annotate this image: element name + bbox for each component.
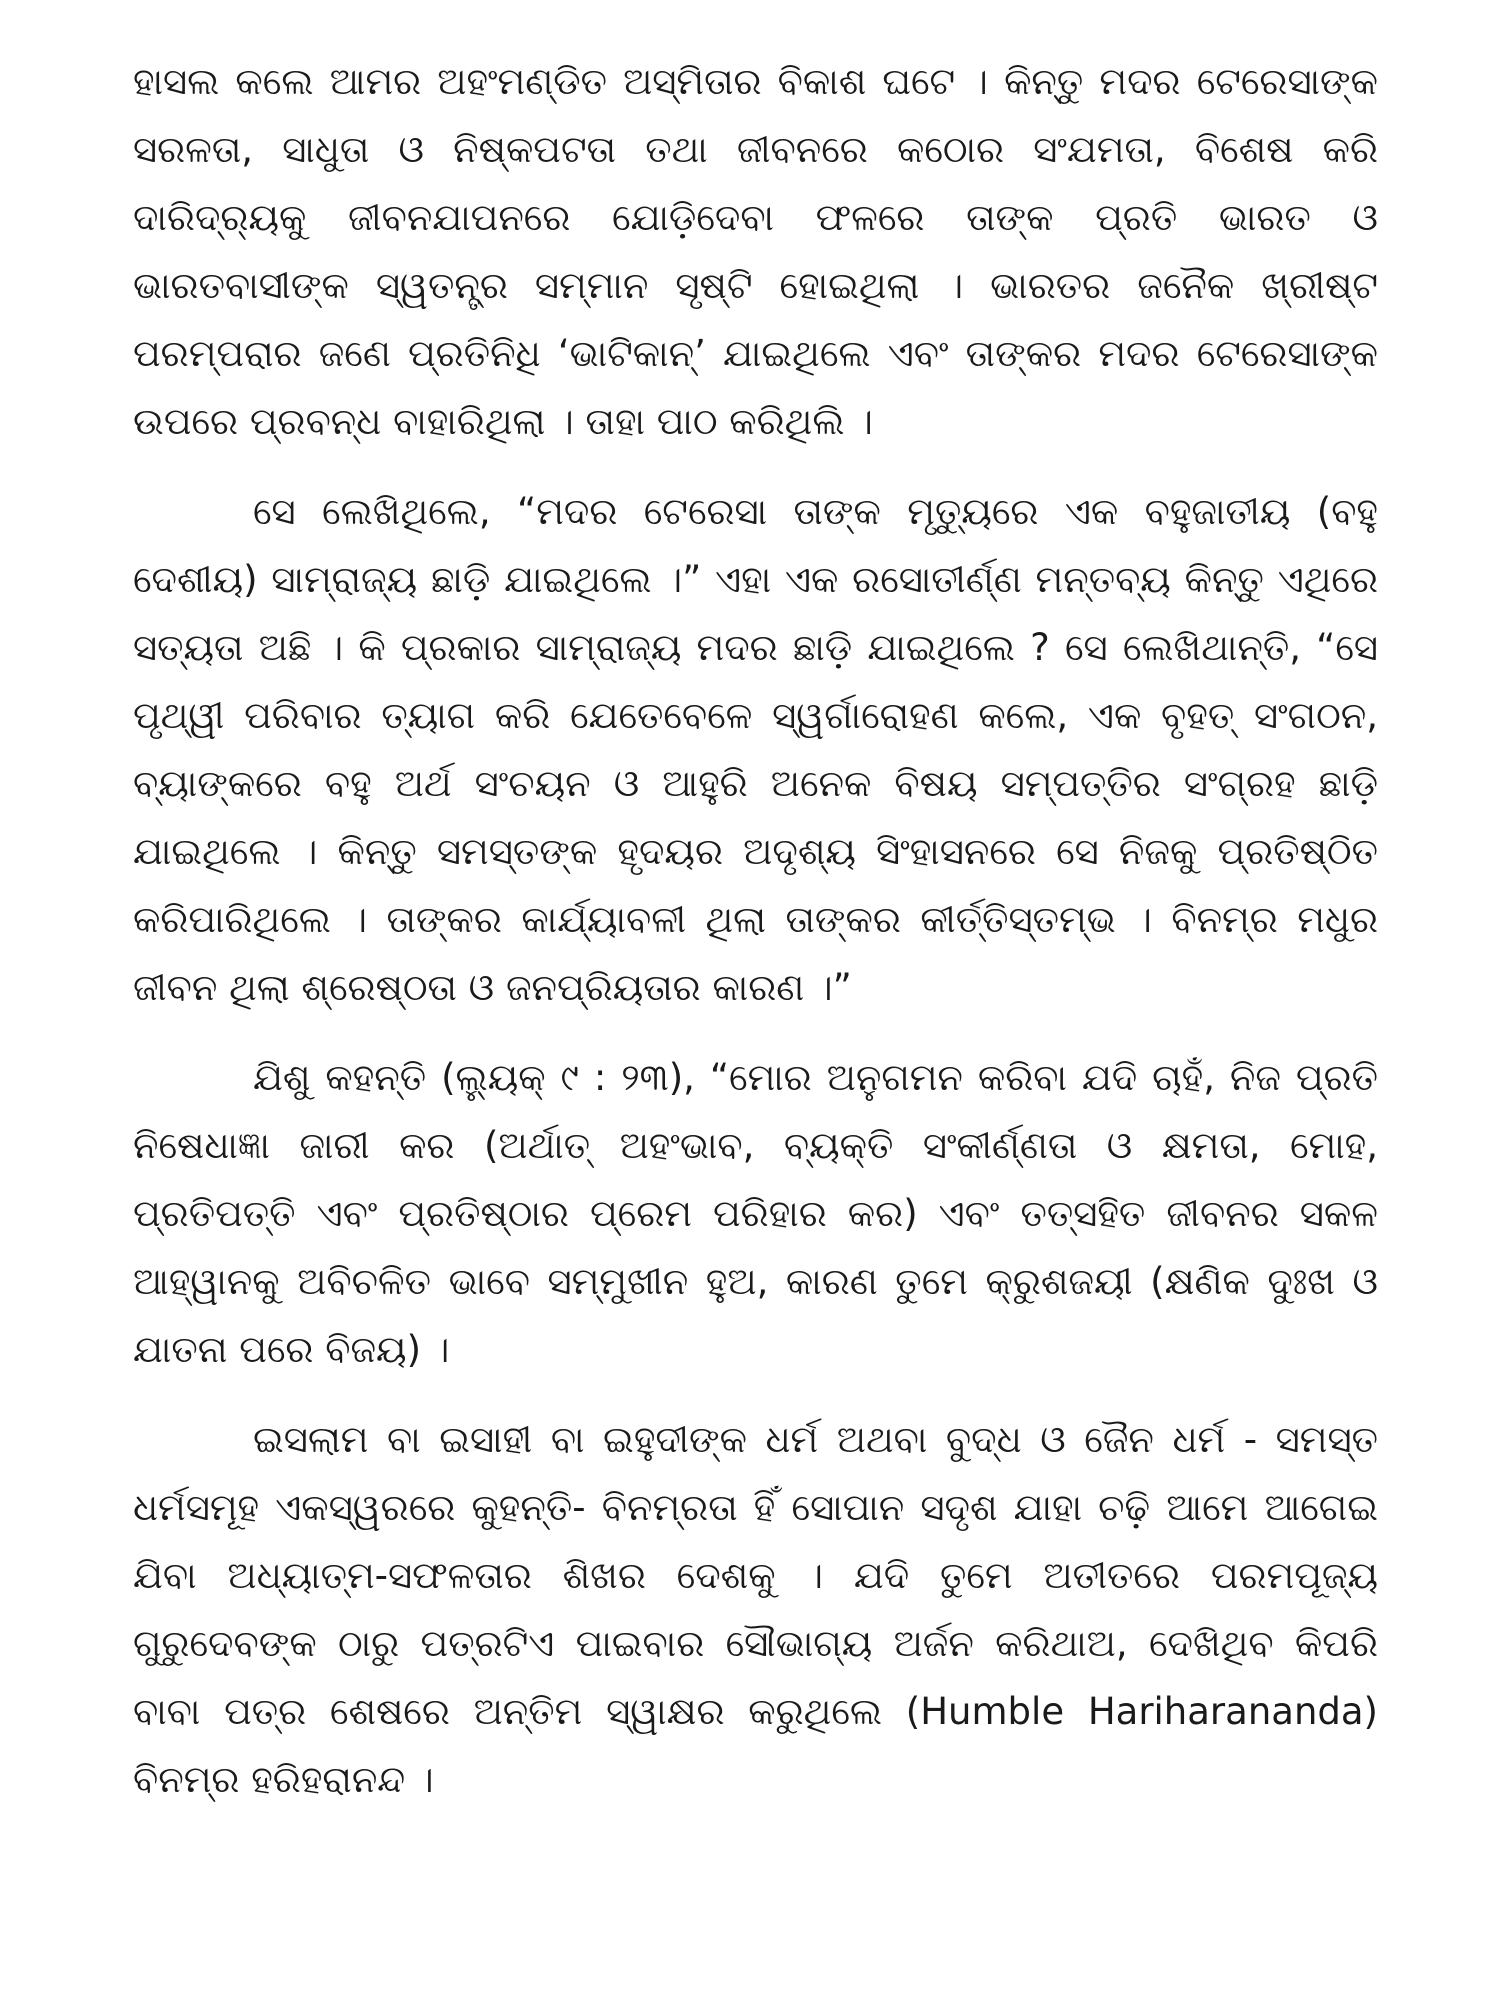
document-page (133, 48, 1378, 1968)
paragraph-1: ହାସଲ କଲେ ଆମର ଅହଂମଣ୍ଡିତ ଅସ୍ମିତାର ବିକାଶ ଘଟେ । କିନ୍ତୁ ମଦର ଟେରେସାଙ୍କ ସରଳତା, ସାଧୁତା ଓ ନିଷ୍କପଟତା ତଥା ଜୀବନରେ କଠୋର ସଂଯମତା, ବିଶେଷ କରି ଦାରିଦ୍ର୍ୟକୁ ଜୀବନଯାପନରେ ଯୋଡ଼ିଦେବା ଫଳରେ ତାଙ୍କ ପ୍ରତି ଭାରତ ଓ ଭାରତବାସୀଙ୍କ ସ୍ୱତନ୍ତ୍ର ସମ୍ମାନ ସୃଷ୍ଟି ହୋଇଥିଲା । ଭାରତର ଜନୈକ ଖ୍ରୀଷ୍ଟ ପରମ୍ପରାର ଜଣେ ପ୍ରତିନିଧି ‘ଭାଟିକାନ୍’ ଯାଇଥିଲେ ଏବଂ ତାଙ୍କର ମଦର ଟେରେସାଙ୍କ ଉପରେ ପ୍ରବନ୍ଧ ବାହାରିଥିଲା । ତାହା ପାଠ କରିଥିଲି । (133, 60, 1378, 443)
paragraph-3: ଯିଶୁ କହନ୍ତି (ଲ୍ୟୁକ୍ ୯ : ୨୩), “ମୋର ଅନୁଗମନ କରିବା ଯଦି ଚାହଁ, ନିଜ ପ୍ରତି ନିଷେଧାଜ୍ଞା ଜାରୀ କର (ଅର୍ଥାତ୍ ଅହଂଭାବ, ବ୍ୟକ୍ତି ସଂକୀର୍ଣ୍ଣତା ଓ କ୍ଷମତା, ମୋହ, ପ୍ରତିପତ୍ତି ଏବଂ ପ୍ରତିଷ୍ଠାର ପ୍ରେମ ପରିହାର କର) ଏବଂ ତତ୍ସହିତ ଜୀବନର ସକଳ ଆହ୍ୱାନକୁ ଅବିଚଳିତ ଭାବେ ସମ୍ମୁଖୀନ ହୁଅ, କାରଣ ତୁମେ କ୍ରୁଶଜୟୀ (କ୍ଷଣିକ ଦୁଃଖ ଓ ଯାତନା ପରେ ବିଜୟ) । (133, 1056, 1378, 1371)
paragraph-4: ଇସଲାମ ବା ଇସାହୀ ବା ଇହୁଦୀଙ୍କ ଧର୍ମ ଅଥବା ବୁଦ୍ଧ ଓ ଜୈନ ଧର୍ମ - ସମସ୍ତ ଧର୍ମସମୂହ ଏକସ୍ୱରରେ କୁହନ୍ତି- ବିନମ୍ରତା ହିଁ ସୋପାନ ସଦୃଶ ଯାହା ଚଢ଼ି ଆମେ ଆଗେଇ ଯିବା ଅଧ୍ୟାତ୍ମ-ସଫଳତାର ଶିଖର ଦେଶକୁ । ଯଦି ତୁମେ ଅତୀତରେ ପରମପୂଜ୍ୟ ଗୁରୁଦେବଙ୍କ ଠାରୁ ପତ୍ରଟିଏ ପାଇବାର ସୌଭାଗ୍ୟ ଅର୍ଜନ କରିଥାଅ, ଦେଖିଥିବ କିପରି ବାବା ପତ୍ର ଶେଷରେ ଅନ୍ତିମ ସ୍ୱାକ୍ଷର କରୁଥିଲେ (Humble Hariharananda) ବିନମ୍ର ହରିହରାନନ୍ଦ । (133, 1418, 1378, 1801)
paragraph-2: ସେ ଲେଖିଥିଲେ, “ମଦର ଟେରେସା ତାଙ୍କ ମୃତ୍ୟୁରେ ଏକ ବହୁଜାତୀୟ (ବହୁ ଦେଶୀୟ) ସାମ୍ରାଜ୍ୟ ଛାଡ଼ି ଯାଇଥିଲେ ।” ଏହା ଏକ ରସୋତୀର୍ଣ୍ଣ ମନ୍ତବ୍ୟ କିନ୍ତୁ ଏଥିରେ ସତ୍ୟତା ଅଛି । କି ପ୍ରକାର ସାମ୍ରାଜ୍ୟ ମଦର ଛାଡ଼ି ଯାଇଥିଲେ ? ସେ ଲେଖିଥାନ୍ତି, “ସେ ପୃଥ୍ୱୀ ପରିବାର ତ୍ୟାଗ କରି ଯେତେବେଳେ ସ୍ୱର୍ଗାରୋହଣ କଲେ, ଏକ ବୃହତ୍ ସଂଗଠନ, ବ୍ୟାଙ୍କରେ ବହୁ ଅର୍ଥ ସଂଚୟନ ଓ ଆହୁରି ଅନେକ ବିଷୟ ସମ୍ପତ୍ତିର ସଂଗ୍ରହ ଛାଡ଼ି ଯାଇଥିଲେ । କିନ୍ତୁ ସମସ୍ତଙ୍କ ହୃଦୟର ଅଦୃଶ୍ୟ ସିଂହାସନରେ ସେ ନିଜକୁ ପ୍ରତିଷ୍ଠିତ କରିପାରିଥିଲେ । ତାଙ୍କର କାର୍ଯ୍ୟାବଳୀ ଥିଲା ତାଙ୍କର କୀର୍ତ୍ତିସ୍ତମ୍ଭ । ବିନମ୍ର ମଧୁର ଜୀବନ ଥିଲା ଶ୍ରେଷ୍ଠତା ଓ ଜନପ୍ରିୟତାର କାରଣ ।” (133, 490, 1378, 1009)
